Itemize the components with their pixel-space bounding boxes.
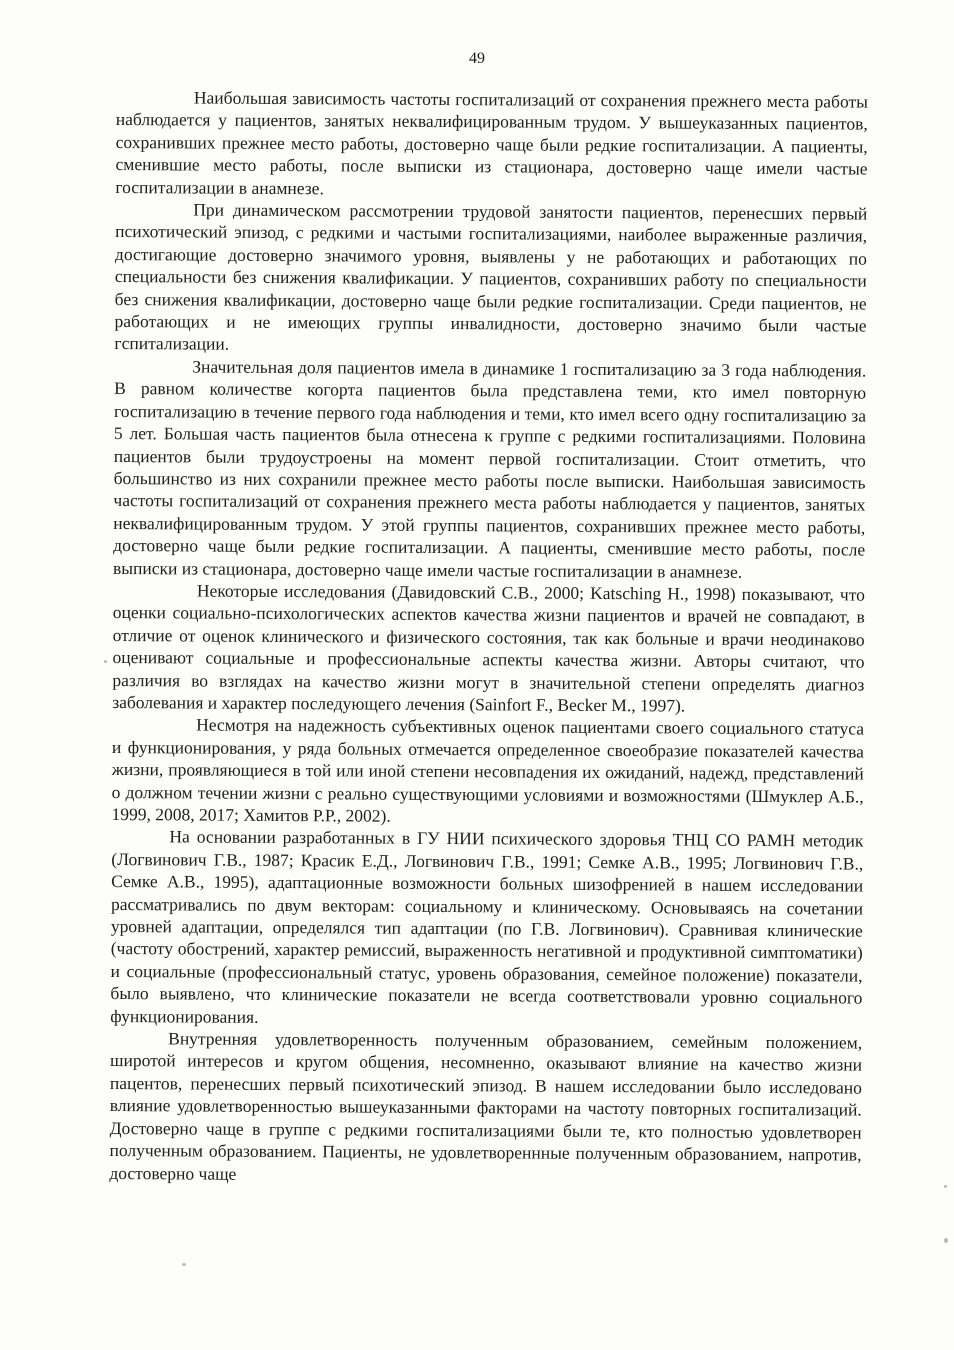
paragraph-7: Внутренняя удовлетворенность полученным образованием, семейным положением, широтой интересов и кругом общения, несомненно, оказывают влияние на качество жизни пацентов, перенесших первый психотический эпизод. В нашем исследовании было исследовано влияние удовлетворенностью вышеуказанными факторами на частоту повторных госпитализаций. Достоверно чаще в группе с редкими госпитализациями были те, кто полностью удовлетворен полученным образованием. Пациенты, не удовлетвореннные полученным образованием, напротив, достоверно чаще xyxy=(109,1028,863,1184)
body-text xyxy=(109,86,868,1188)
paragraph-6: На основании разработанных в ГУ НИИ психического здоровья ТНЦ СО РАМН методик (Логвинович Г.В., 1987; Красик Е.Д., Логвинович Г.В., 1991; Семке А.В., 1995; Логвинович Г.В., Семке А.В., 1995), адаптационные возможности больных шизофренией в нашем исследовании рассматривались по двум векторам: социальному и клиническому. Основываясь на сочетании уровней адаптации, определялся тип адаптации (по Г.В. Логвинович). Сравнивая клинические (частоту обострений, характер ремиссий, выраженность негативной и продуктивной симптоматики) и социальные (профессиональный статус, уровень образования, семейное положение) показатели, было выявлено, что клинические показатели не всегда соответствовали уровню социального функционирования. xyxy=(110,826,864,1027)
paragraph-5: Несмотря на надежность субъективных оценок пациентами своего социального статуса и функционирования, у ряда больных отмечается определенное своеобразие показателей качества жизни, проявляющиеся в той или иной степени несовпадения их ожиданий, надежд, представлений о должном течении жизни с реально существующими условиями и возможностями (Шмуклер А.Б., 1999, 2008, 2017; Хамитов Р.Р., 2002). xyxy=(111,714,865,826)
scan-speck xyxy=(944,1185,947,1188)
paragraph-4: Некоторые исследования (Давидовский С.В., 2000; Katsching H., 1998) показывают, что оценки социально-психологических аспектов качества жизни пациентов и врачей не совпадают, в отличие от оценок клинического и физического состояния, так как больные и врачи неодинаково оценивают социальные и профессиональные аспекты качества жизни. Авторы считают, что различия во взглядах на качество жизни могут в значительной степени определять диагноз заболевания и характер последующего лечения (Sainfort F., Becker M., 1997). xyxy=(112,580,865,716)
paragraph-1: Наибольшая зависимость частоты госпитализаций от сохранения прежнего места работы наблюдается у пациентов, занятых неквалифицированным трудом. У вышеуказанных пациентов, сохранивших прежнее место работы, достоверно чаще были редкие госпитализации. А пациенты, сменившие место работы, после выписки из стационара, достоверно чаще имели частые госпитализации в анамнезе. xyxy=(115,87,868,198)
page-number: 49 xyxy=(469,50,485,67)
scan-speck xyxy=(104,660,107,663)
scan-speck xyxy=(182,1263,186,1266)
paragraph-3: Значительная доля пациентов имела в динамике 1 госпитализацию за 3 года наблюдения. В равном количестве когорта пациентов была представлена теми, кто имел повторную госпитализацию в течение первого года наблюдения и теми, кто имел всего одну госпитализацию за 5 лет. Большая часть пациентов была отнесена к группе с редкими госпитализациями. Половина пациентов были трудоустроены на момент первой госпитализации. Стоит отметить, что большинство из них сохранили прежнее место работы после выписки. Наибольшая зависимость частоты госпитализаций от сохранения прежнего места работы наблюдается у пациентов, занятых неквалифицированным трудом. У этой группы пациентов, сохранивших прежнее место работы, достоверно чаще были редкие госпитализации. А пациенты, сменившие место работы, после выписки из стационара, достоверно чаще имели частые госпитализации в анамнезе. xyxy=(112,356,867,582)
paragraph-2: При динамическом рассмотрении трудовой занятости пациентов, перенесших первый психотический эпизод, с редкими и частыми госпитализациями, наиболее выраженные различия, достигающие достоверно значимого уровня, выявлены у не работающих и работающих по специальности без снижения квалификации. У пациентов, сохранивших работу по специальности без снижения квалификации, достоверно чаще были редкие госпитализации. Среди пациентов, не работающих и не имеющих группы инвалидности, достоверно значимо были частые гспитализации. xyxy=(114,199,868,355)
scan-speck xyxy=(944,1238,948,1243)
